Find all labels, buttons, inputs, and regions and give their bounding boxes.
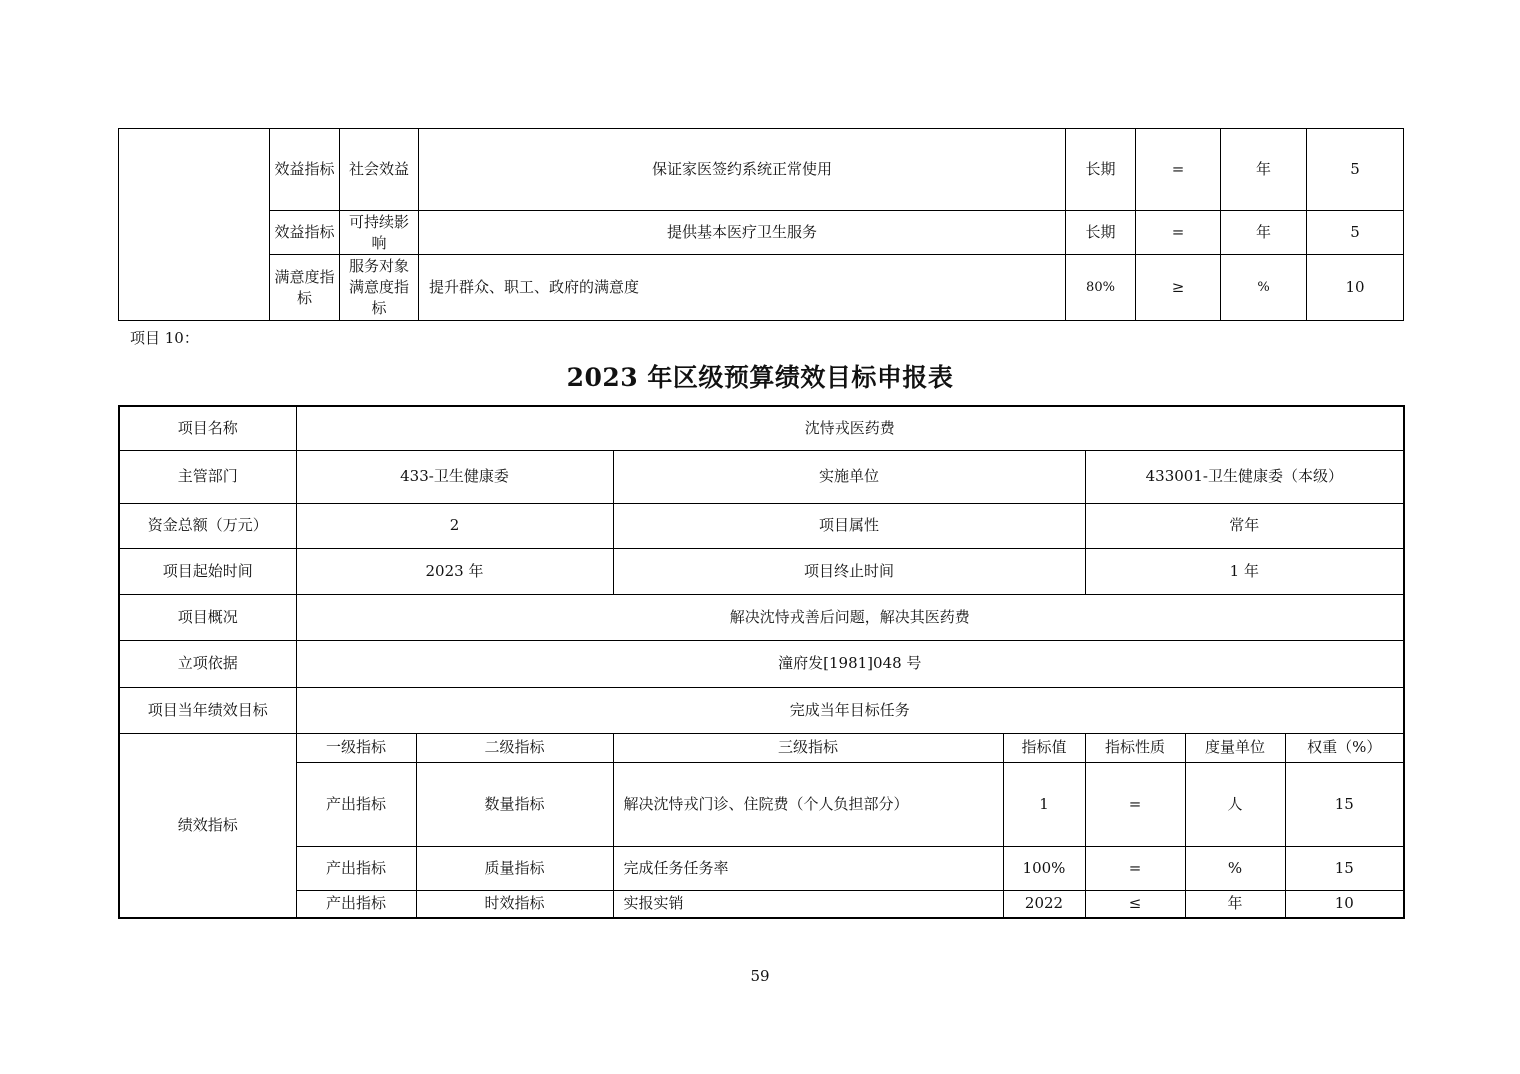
- table-row: [119, 594, 1404, 640]
- previous-indicator-table: [118, 128, 1404, 321]
- goal-label: 项目当年绩效目标: [119, 687, 296, 733]
- level2-cell: 质量指标: [416, 846, 613, 890]
- table-row: [119, 762, 1404, 846]
- level2-cell: 数量指标: [416, 762, 613, 846]
- basis-label: 立项依据: [119, 640, 296, 687]
- overview-value: 解决沈恃戎善后问题，解决其医药费: [296, 594, 1404, 640]
- overview-label: 项目概况: [119, 594, 296, 640]
- project-name-value: 沈恃戎医药费: [296, 406, 1404, 450]
- value-cell: 100%: [1003, 846, 1085, 890]
- unit-cell: 年: [1185, 890, 1285, 918]
- level1-cell: 满意度指标: [270, 255, 340, 321]
- table-row: [119, 890, 1404, 918]
- table-row: [119, 406, 1404, 450]
- table-row: [119, 687, 1404, 733]
- weight-cell: 15: [1285, 762, 1404, 846]
- dept-label: 主管部门: [119, 450, 296, 503]
- attr-label: 项目属性: [613, 503, 1085, 548]
- unit-cell: 年: [1221, 129, 1307, 211]
- level3-cell: 完成任务任务率: [613, 846, 1003, 890]
- nature-cell: =: [1085, 846, 1185, 890]
- table-row: [119, 846, 1404, 890]
- level2-cell: 可持续影响: [340, 211, 419, 255]
- project-number-label: 项目 10：: [130, 329, 199, 347]
- header-unit: 度量单位: [1185, 733, 1285, 762]
- form-title: 2023 年区级预算绩效目标申报表: [566, 363, 954, 392]
- value-cell: 80%: [1066, 255, 1136, 321]
- table-row: [119, 450, 1404, 503]
- start-value: 2023 年: [296, 548, 613, 594]
- header-nature: 指标性质: [1085, 733, 1185, 762]
- weight-cell: 10: [1285, 890, 1404, 918]
- goal-value: 完成当年目标任务: [296, 687, 1404, 733]
- level3-cell: 解决沈恃戎门诊、住院费（个人负担部分）: [613, 762, 1003, 846]
- level1-cell: 效益指标: [270, 211, 340, 255]
- level2-cell: 社会效益: [340, 129, 419, 211]
- table-row: [119, 255, 1404, 321]
- nature-cell: ≥: [1136, 255, 1221, 321]
- funds-label: 资金总额（万元）: [119, 503, 296, 548]
- value-cell: 长期: [1066, 211, 1136, 255]
- unit-cell: %: [1221, 255, 1307, 321]
- nature-cell: =: [1136, 211, 1221, 255]
- weight-cell: 10: [1307, 255, 1404, 321]
- table-row: [119, 640, 1404, 687]
- impl-unit-value: 433001-卫生健康委（本级）: [1085, 450, 1404, 503]
- basis-value: 潼府发[1981]048 号: [296, 640, 1404, 687]
- nature-cell: =: [1136, 129, 1221, 211]
- dept-value: 433-卫生健康委: [296, 450, 613, 503]
- page-number: 59: [750, 967, 770, 985]
- level3-cell: 实报实销: [613, 890, 1003, 918]
- end-label: 项目终止时间: [613, 548, 1085, 594]
- nature-cell: =: [1085, 762, 1185, 846]
- funds-value: 2: [296, 503, 613, 548]
- nature-cell: ≤: [1085, 890, 1185, 918]
- table-row: [119, 503, 1404, 548]
- value-cell: 2022: [1003, 890, 1085, 918]
- unit-cell: 年: [1221, 211, 1307, 255]
- header-level1: 一级指标: [296, 733, 416, 762]
- level3-cell: 提供基本医疗卫生服务: [419, 211, 1066, 255]
- merged-blank-cell: [119, 129, 270, 321]
- indicator-header-row: [119, 733, 1404, 762]
- level2-cell: 服务对象满意度指标: [340, 255, 419, 321]
- indicators-label: 绩效指标: [119, 733, 296, 918]
- start-label: 项目起始时间: [119, 548, 296, 594]
- level1-cell: 效益指标: [270, 129, 340, 211]
- level3-cell: 提升群众、职工、政府的满意度: [419, 255, 1066, 321]
- impl-unit-label: 实施单位: [613, 450, 1085, 503]
- table-row: [119, 548, 1404, 594]
- header-level2: 二级指标: [416, 733, 613, 762]
- end-value: 1 年: [1085, 548, 1404, 594]
- header-value: 指标值: [1003, 733, 1085, 762]
- level1-cell: 产出指标: [296, 762, 416, 846]
- value-cell: 1: [1003, 762, 1085, 846]
- level1-cell: 产出指标: [296, 846, 416, 890]
- project-name-label: 项目名称: [119, 406, 296, 450]
- value-cell: 长期: [1066, 129, 1136, 211]
- table-row: [119, 211, 1404, 255]
- weight-cell: 15: [1285, 846, 1404, 890]
- unit-cell: %: [1185, 846, 1285, 890]
- level2-cell: 时效指标: [416, 890, 613, 918]
- unit-cell: 人: [1185, 762, 1285, 846]
- attr-value: 常年: [1085, 503, 1404, 548]
- weight-cell: 5: [1307, 129, 1404, 211]
- weight-cell: 5: [1307, 211, 1404, 255]
- level3-cell: 保证家医签约系统正常使用: [419, 129, 1066, 211]
- header-level3: 三级指标: [613, 733, 1003, 762]
- level1-cell: 产出指标: [296, 890, 416, 918]
- header-weight: 权重（%）: [1285, 733, 1404, 762]
- budget-performance-form: [118, 405, 1405, 919]
- table-row: [119, 129, 1404, 211]
